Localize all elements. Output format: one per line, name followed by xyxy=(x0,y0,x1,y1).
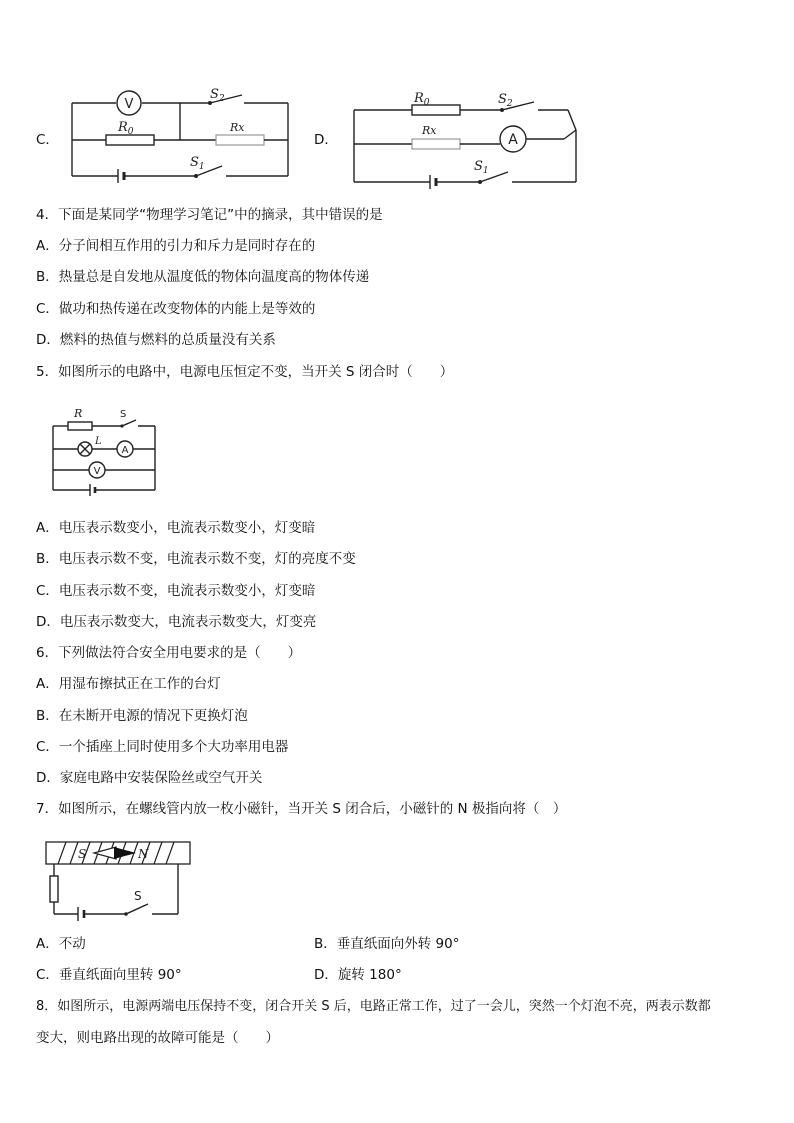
svg-text:Rx: Rx xyxy=(230,121,245,134)
q3-option-c-circuit xyxy=(70,88,290,188)
svg-text:R0: $R_0$ xyxy=(414,91,430,108)
q3d-ammeter-symbol: A xyxy=(508,132,518,148)
q8-stem-line1: 8．如图所示，电源两端电压保持不变，闭合开关 S 后，电路正常工作，过了一会儿，突然一个灯泡不亮，两表示数都 xyxy=(36,999,711,1014)
q7-solenoid-circuit xyxy=(44,838,194,920)
q8-stem-line2: 变大，则电路出现的故障可能是（ ） xyxy=(36,1030,279,1046)
svg-text:S1: $S_1$ xyxy=(190,155,205,172)
q5-option-d: D．电压表示数变大，电流表示数变大，灯变亮 xyxy=(36,614,317,630)
svg-text:S2: $S_2$ xyxy=(498,92,513,109)
q5-circuit xyxy=(50,404,160,496)
q6-option-d: D．家庭电路中安装保险丝或空气开关 xyxy=(36,770,263,786)
q6-option-b: B．在未断开电源的情况下更换灯泡 xyxy=(36,708,248,724)
q6-option-a: A．用湿布擦拭正在工作的台灯 xyxy=(36,676,221,692)
svg-text:A: A xyxy=(121,445,129,456)
q7-option-d: D．旋转 180° xyxy=(314,967,402,983)
q7-option-a: A．不动 xyxy=(36,936,86,952)
q5-stem: 5．如图所示的电路中，电源电压恒定不变，当开关 S 闭合时（ ） xyxy=(36,364,454,380)
svg-text:S1: $S_1$ xyxy=(474,159,489,176)
q5-option-c: C．电压表示数不变，电流表示数变小，灯变暗 xyxy=(36,583,316,599)
svg-text:R: R xyxy=(74,407,83,420)
svg-text:L: L xyxy=(95,436,102,447)
q4-option-a: A．分子间相互作用的引力和斥力是同时存在的 xyxy=(36,238,316,254)
q3-option-c-label: C． xyxy=(36,132,59,148)
q3-option-d-label: D． xyxy=(314,132,338,148)
q3c-voltmeter-symbol: V xyxy=(124,97,134,112)
svg-text:S2: $S_2$ xyxy=(210,87,225,104)
q5-option-b: B．电压表示数不变，电流表示数不变，灯的亮度不变 xyxy=(36,551,356,567)
svg-text:S: S xyxy=(134,889,142,903)
q7-option-c: C．垂直纸面向里转 90° xyxy=(36,967,182,983)
q6-stem: 6．下列做法符合安全用电要求的是（ ） xyxy=(36,645,302,661)
q7-option-b: B．垂直纸面向外转 90° xyxy=(314,936,460,952)
q3-option-d-circuit xyxy=(350,92,580,190)
q4-option-d: D．燃料的热值与燃料的总质量没有关系 xyxy=(36,332,276,348)
svg-text:Rx: Rx xyxy=(422,124,437,137)
svg-text:S: S xyxy=(120,409,127,420)
q4-stem: 4．下面是某同学“物理学习笔记”中的摘录，其中错误的是 xyxy=(36,207,383,223)
q5-option-a: A．电压表示数变小，电流表示数变小，灯变暗 xyxy=(36,520,316,536)
q6-option-c: C．一个插座上同时使用多个大功率用电器 xyxy=(36,739,289,755)
svg-text:V: V xyxy=(93,466,101,477)
q7-stem: 7．如图所示，在螺线管内放一枚小磁针，当开关 S 闭合后，小磁针的 N 极指向将（ ） xyxy=(36,801,567,817)
q4-option-c: C．做功和热传递在改变物体的内能上是等效的 xyxy=(36,301,316,317)
q4-option-b: B．热量总是自发地从温度低的物体向温度高的物体传递 xyxy=(36,269,370,285)
svg-text:S: S xyxy=(78,847,87,861)
svg-text:N: N xyxy=(138,847,149,861)
svg-text:R0: $R_0$ xyxy=(118,120,134,137)
